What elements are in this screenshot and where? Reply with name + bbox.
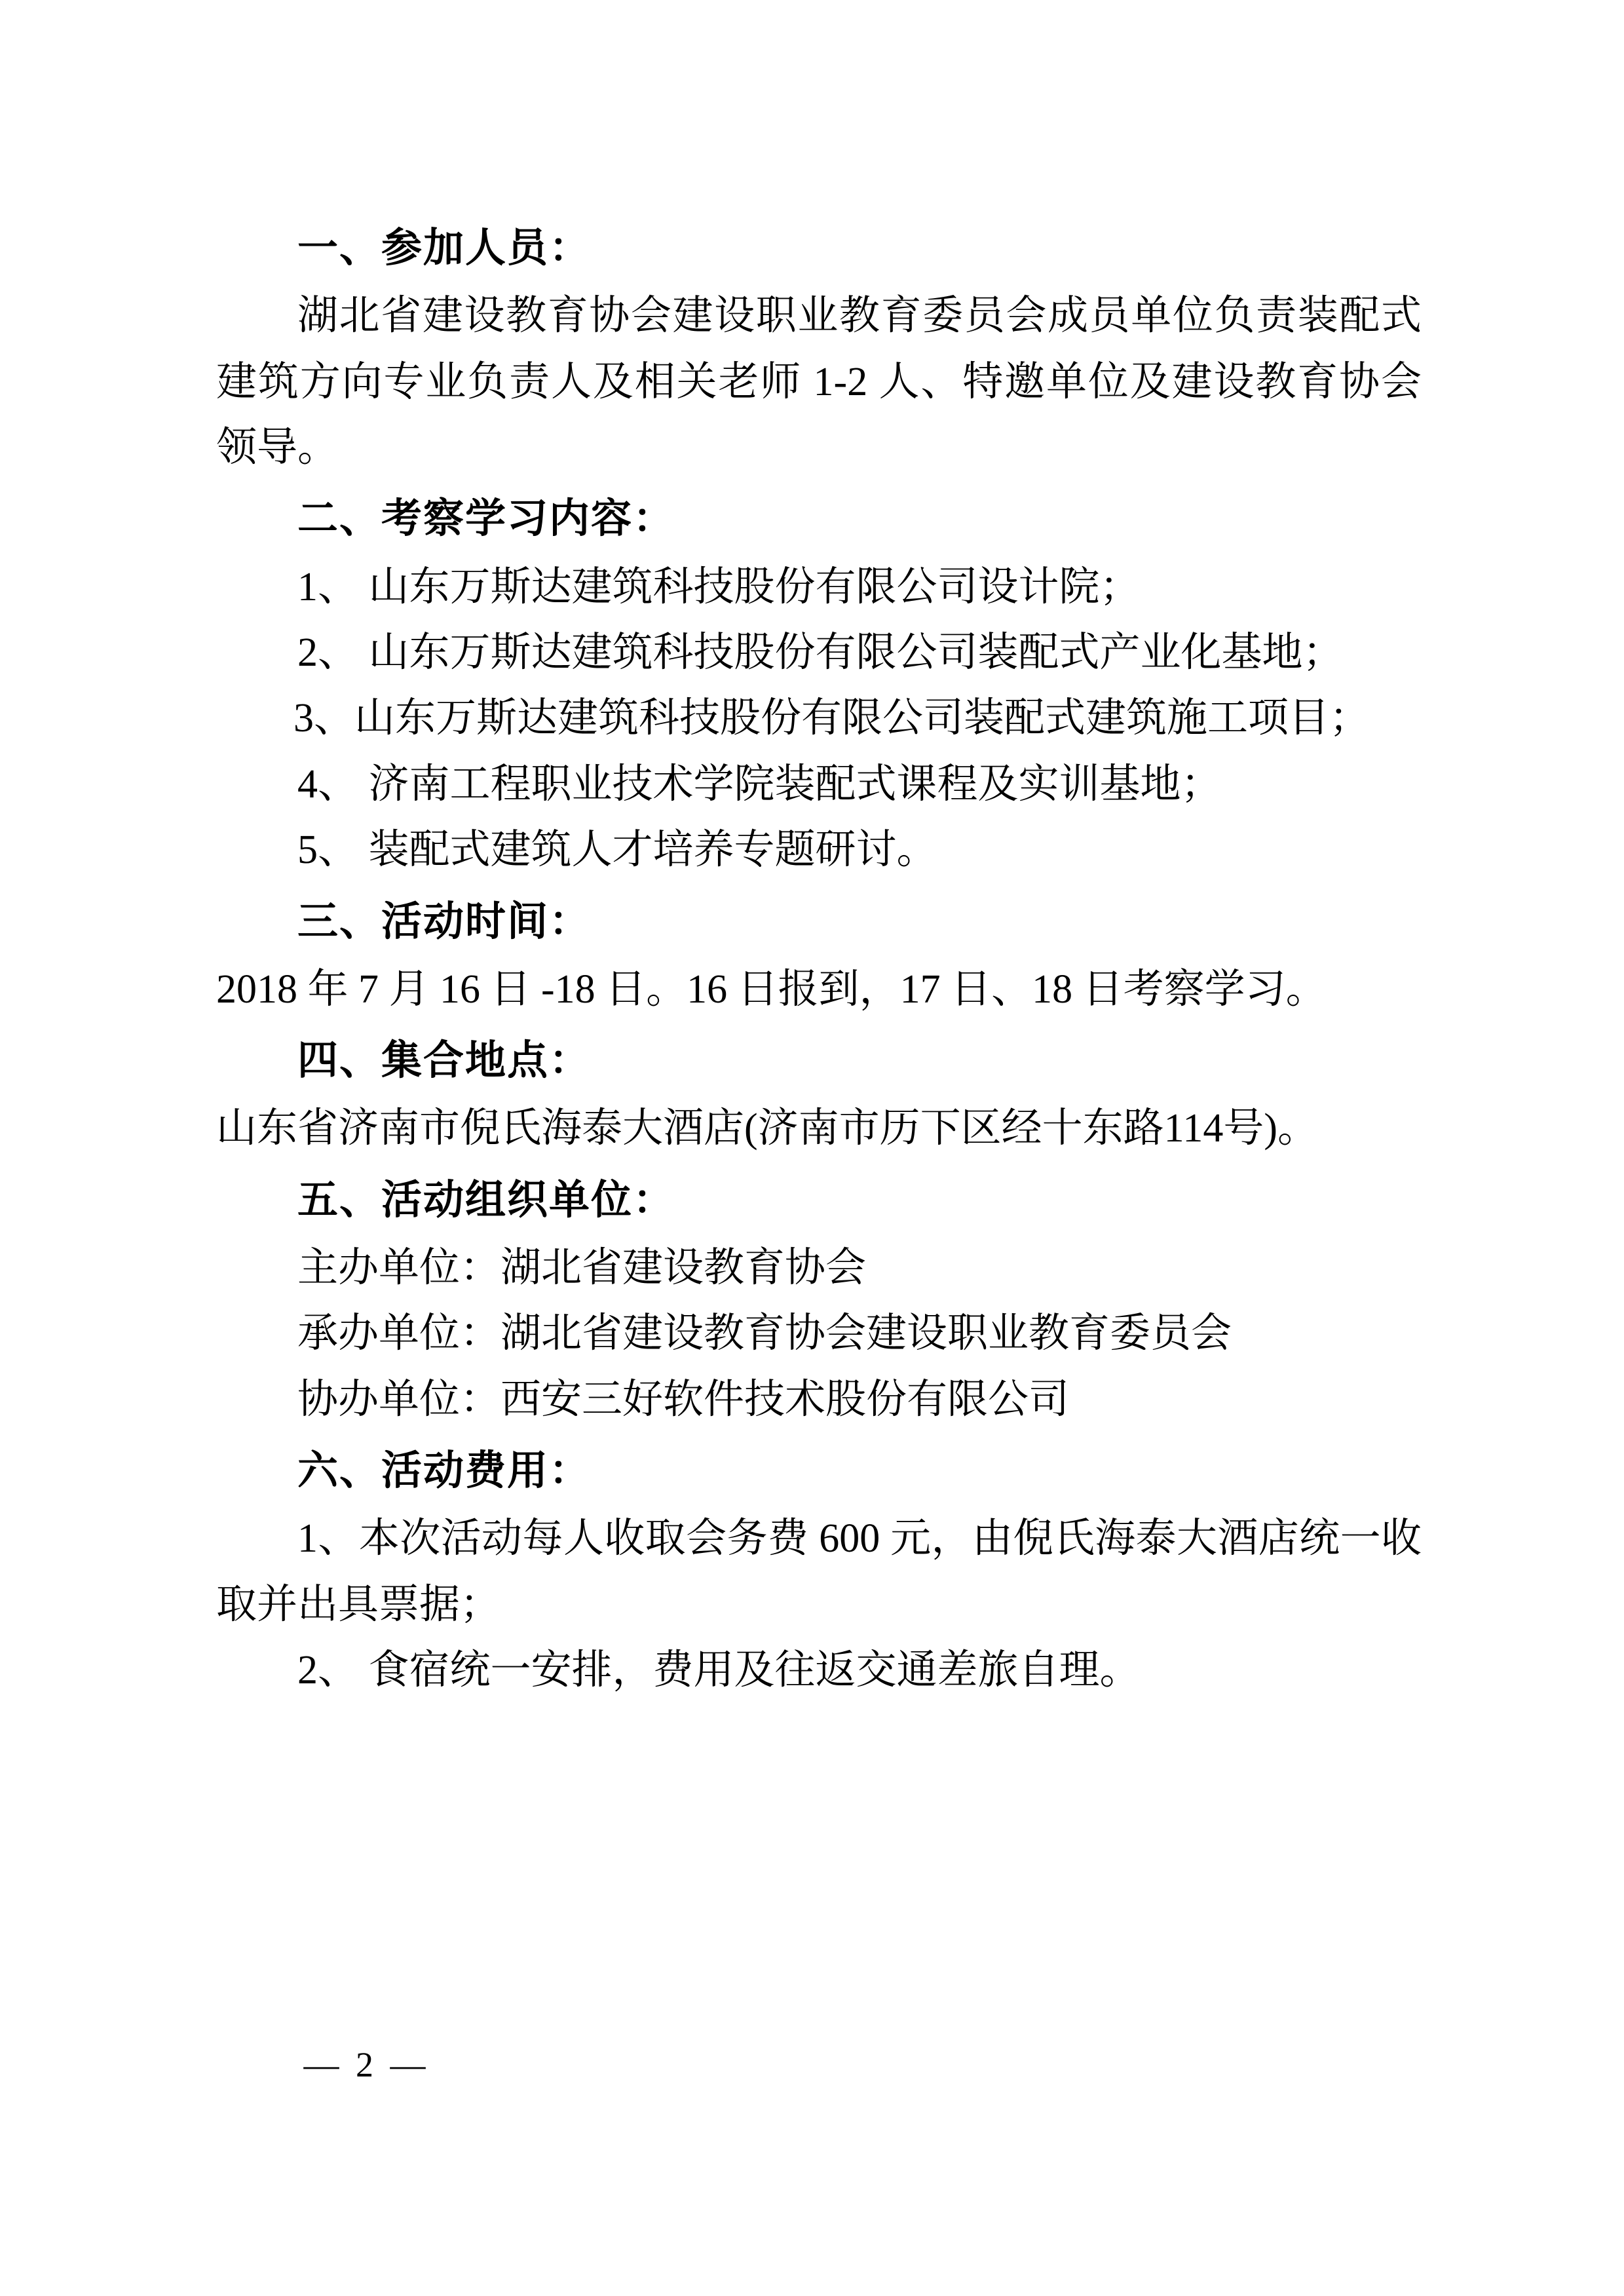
list-item: 协办单位：西安三好软件技术股份有限公司 — [297, 1377, 1070, 1422]
list-item: 2、 山东万斯达建筑科技股份有限公司装配式产业化基地； — [297, 630, 1344, 675]
section-heading-activity-time: 三、活动时间： — [297, 896, 592, 945]
list-item: 4、 济南工程职业技术学院装配式课程及实训基地； — [297, 761, 1222, 807]
list-item: 3、山东万斯达建筑科技股份有限公司装配式建筑施工项目； — [293, 696, 1370, 741]
list-item: 1、 山东万斯达建筑科技股份有限公司设计院； — [297, 564, 1141, 609]
section-heading-participants: 一、参加人员： — [297, 223, 592, 271]
section-heading-fees: 六、活动费用： — [297, 1446, 592, 1495]
document-body — [216, 216, 1422, 1704]
participants-paragraph: 湖北省建设教育协会建设职业教育委员会成员单位负责装配式建筑方向专业负责人及相关老师 1-2 人、特邀单位及建设教育协会领导。 — [216, 294, 1422, 470]
section-heading-meeting-place: 四、集合地点： — [297, 1036, 592, 1084]
meeting-place-paragraph: 山东省济南市倪氏海泰大酒店(济南市历下区经十东路114号)。 — [216, 1106, 1318, 1151]
fee-item-1: 1、本次活动每人收取会务费 600 元，由倪氏海泰大酒店统一收取并出具票据； — [216, 1516, 1422, 1627]
page-number: — 2 — — [303, 2045, 430, 2084]
activity-time-paragraph: 2018 年 7 月 16 日 -18 日。16 日报到，17 日、18 日考察学习。 — [216, 966, 1327, 1012]
section-heading-study-content: 二、考察学习内容： — [297, 494, 675, 543]
section-heading-organizers: 五、活动组织单位： — [297, 1175, 675, 1223]
fee-item-2: 2、 食宿统一安排，费用及往返交通差旅自理。 — [297, 1648, 1141, 1693]
list-item: 5、 装配式建筑人才培养专题研讨。 — [297, 828, 937, 873]
list-item: 承办单位：湖北省建设教育协会建设职业教育委员会 — [297, 1311, 1232, 1356]
page-footer — [0, 2044, 1624, 2085]
list-item: 主办单位：湖北省建设教育协会 — [297, 1245, 867, 1290]
